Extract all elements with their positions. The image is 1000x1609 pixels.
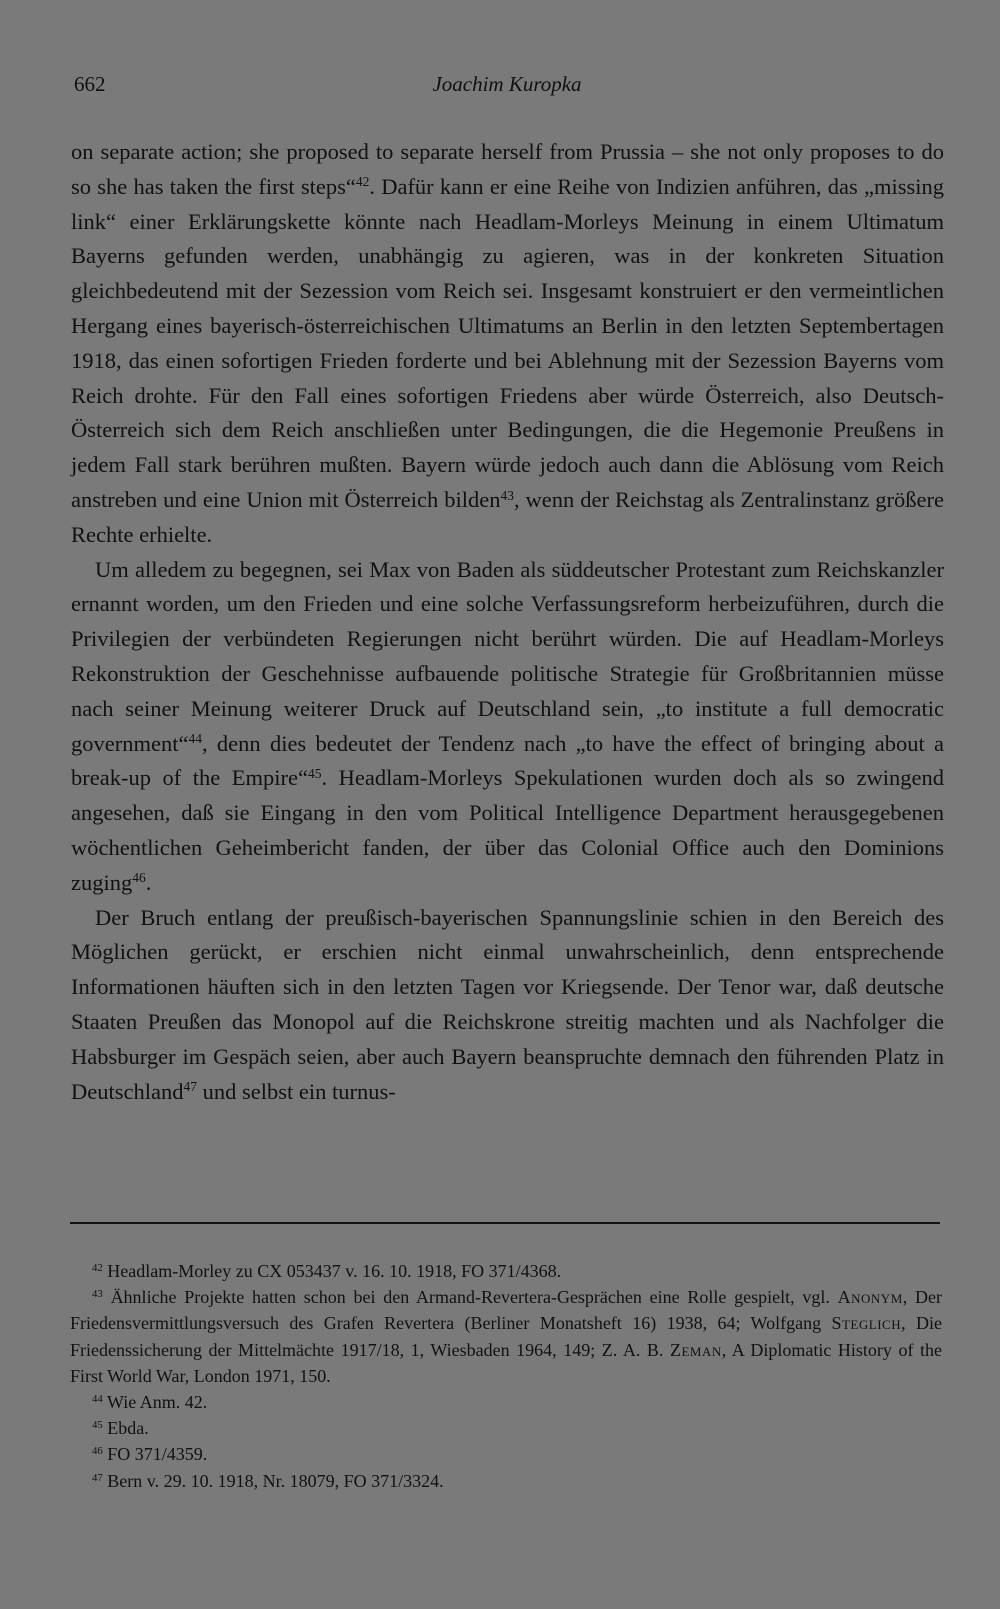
footnote-42 [70, 1258, 942, 1284]
footnote-text: , A Diplomatic History of the First World War, London 1971, 150. [70, 1339, 942, 1386]
paragraph-text: . Dafür kann er eine Reihe von Indizien anführen, das „missing link“ einer Erklärungskette könnte nach Headlam-Morleys Meinung in einem Ultimatum Bayerns gefunden werden, unabhängig zu agieren, was in der konkreten Situation gleichbedeutend mit der Sezession vom Reich sei. Insgesamt konstruiert er den vermeintlichen Hergang eines bayerisch-österreichischen Ultimatums an Berlin in den letzten Septembertagen 1918, das einen sofortigen Frieden forderte und bei Ablehnung mit der Sezession Bayerns vom Reich drohte. Für den Fall eines sofortigen Friedens aber würde Österreich, also Deutsch-Österreich sich dem Reich anschließen unter Bedingungen, die die Hegemonie Preußens in jedem Fall stark berühren mußten. Bayern würde jedoch auch dann die Ablösung vom Reich anstreben und eine Union mit Österreich bilden [71, 173, 944, 512]
paragraph-text: , wenn der Reichstag als Zentralinstanz größere Rechte erhielte. [71, 486, 944, 547]
footnote-46 [70, 1441, 942, 1467]
paragraph-text: . [145, 869, 152, 895]
paragraph-text: Um alledem zu begegnen, sei Max von Baden als süddeutscher Protestant zum Reichskanzler ernannt worden, um den Frieden und eine solche Verfassungsreform herbeizuführen, durch die Privilegien der verbündeten Regierungen nicht berührt würden. Die auf Headlam-Morleys Rekonstruktion der Geschehnisse aufbauende politische Strategie für Großbritannien müsse nach seiner Meinung weiterer Druck auf Deutschland sein, „to institute a full democratic government“ [71, 556, 944, 756]
paragraph-text: , denn dies bedeutet der Tendenz nach „to have the effect of bringing about a break-up of the Empire“ [71, 730, 944, 791]
footnote-text: , Der Friedensvermittlungsversuch des Grafen Revertera (Berliner Monatsheft 16) 1938, 64; Wolfgang [70, 1287, 943, 1334]
footnote-text: , Die Friedenssicherung der Mittelmächte 1917/18, 1, Wiesbaden 1964, 149; Z. A. B. [70, 1313, 942, 1360]
paragraph-text: Der Bruch entlang der preußisch-bayerischen Spannungslinie schien in den Bereich des Möglichen gerückt, er erschien nicht einmal unwahrscheinlich, denn entsprechende Informationen häuften sich in den letzten Tagen vor Kriegsende. Der Tenor war, daß deutsche Staaten Preußen das Monopol auf die Reichskrone streitig machten und als Nachfolger die Habsburger im Gespäch seien, aber auch Bayern beanspruchte demnach den führenden Platz in Deutschland [71, 904, 944, 1104]
paragraph-text: und selbst ein turnus- [196, 1078, 396, 1104]
footnote-text: FO 371/4359. [107, 1444, 208, 1465]
paragraph-2 [71, 553, 944, 901]
footnote-divider [70, 1222, 940, 1224]
page-header [74, 72, 940, 102]
footnote-text: Wie Anm. 42. [106, 1392, 208, 1413]
footnote-44 [70, 1389, 942, 1415]
author-name: Zeman [669, 1339, 722, 1360]
footnote-ref-44: 44 [188, 731, 202, 747]
body-text [71, 135, 944, 1109]
footnote-text: Headlam-Morley zu CX 053437 v. 16. 10. 1918, FO 371/4368. [107, 1261, 562, 1281]
footnotes [70, 1258, 942, 1494]
footnote-number: 43 [92, 1288, 103, 1301]
paragraph-text: . Headlam-Morleys Spekulationen wurden doch als so zwingend angesehen, daß sie Eingang in den vom Political Intelligence Department herausgegebenen wöchentlichen Geheimbericht fanden, der über das Colonial Office auch den Dominions zuging [71, 765, 944, 895]
footnote-number: 46 [92, 1445, 103, 1458]
footnote-ref-47: 47 [183, 1079, 197, 1095]
footnote-ref-46: 46 [132, 870, 146, 886]
page-number: 662 [74, 72, 106, 96]
footnote-number: 44 [92, 1393, 103, 1406]
running-title: Joachim Kuropka [432, 72, 582, 96]
footnote-text: Ebda. [107, 1418, 149, 1439]
footnote-number: 47 [92, 1471, 103, 1484]
footnote-ref-45: 45 [308, 765, 322, 781]
footnote-ref-42: 42 [355, 174, 370, 190]
paragraph-1 [71, 135, 944, 553]
author-name: Anonym [837, 1287, 903, 1308]
footnote-text: Ähnliche Projekte hatten schon bei den Armand-Revertera-Gesprächen eine Rolle gespielt, vgl. [110, 1287, 838, 1308]
footnote-text: Bern v. 29. 10. 1918, Nr. 18079, FO 371/3324. [107, 1470, 444, 1491]
footnote-45 [70, 1415, 942, 1441]
footnote-43 [70, 1284, 942, 1389]
author-name: Steglich [831, 1313, 902, 1334]
footnote-number: 42 [92, 1262, 103, 1275]
footnote-number: 45 [92, 1419, 103, 1432]
footnote-ref-43: 43 [500, 487, 514, 503]
footnote-47 [70, 1468, 942, 1494]
paragraph-text: on separate action; she proposed to separate herself from Prussia – she not only proposes to do so she has taken the first steps“ [71, 139, 944, 199]
paragraph-3 [71, 901, 944, 1110]
